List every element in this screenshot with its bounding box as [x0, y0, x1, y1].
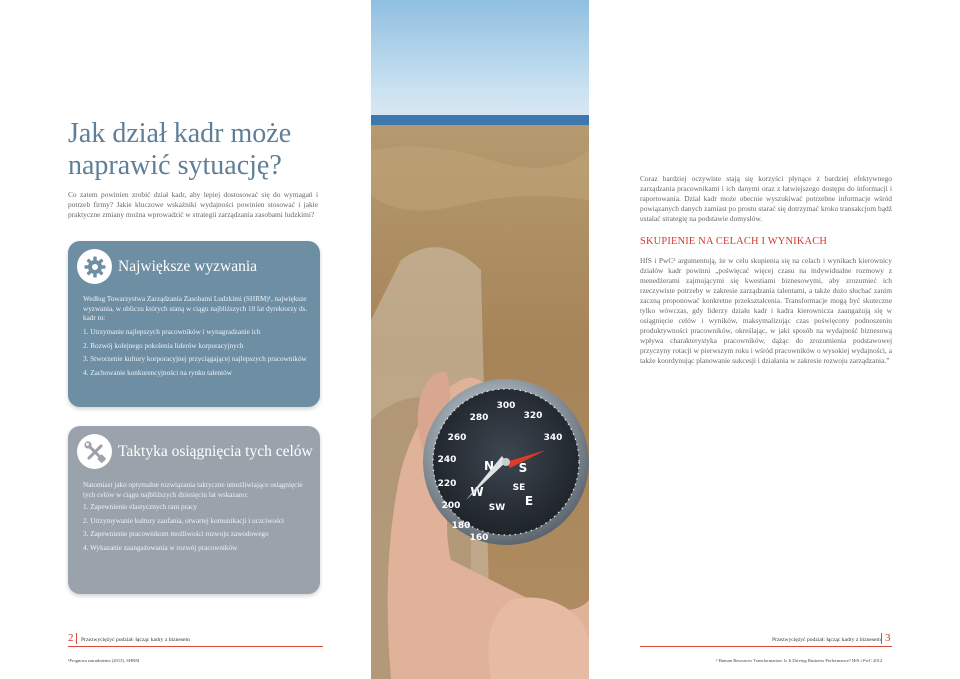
compass-label: S [518, 461, 528, 475]
list-item: 3. Stworzenie kultury korporacyjnej przyciągającej najlepszych pracowników [83, 355, 307, 364]
tactics-card [68, 426, 320, 594]
section-heading: SKUPIENIE NA CELACH I WYNIKACH [640, 236, 828, 247]
challenges-card [68, 241, 320, 407]
tools-icon [77, 434, 112, 469]
compass-label: 260 [447, 433, 467, 443]
compass-label: N [483, 459, 495, 473]
compass-label: 340 [543, 433, 563, 443]
list-item: 2. Utrzymywanie kultury zaufania, otwartej komunikacji i uczciwości [83, 516, 284, 525]
gear-icon [77, 249, 112, 284]
page-title [68, 118, 358, 182]
list-item: 4. Wykazanie zaangażowania w rozwój pracowników [83, 543, 238, 552]
page-number-right: 3 [885, 632, 891, 644]
compass-label: 300 [496, 401, 516, 411]
right-body-paragraph: HfS i PwC² argumentują, że w celu skupienia się na celach i wynikach kierownicy działów kadr powinni „poświęcać więcej czasu na indywidualne rozmowy z menedżerami zajmującymi się kwestiami biznesowymi, aby zrozumieć ich rzeczywiste potrzeby w zakresie zarządzania talentami, a także dużo słuchać zanim zaczną proponować konkretne przekształcenia. Transformacje mogą być skuteczne tylko wówczas, gdy liderzy działu kadr i kadra kierownicza zaangażują się w osiągnięcie celów i wyników, maksymalizując czas poświęcony podnoszeniu produktywności pracowników, określając, w jaki sposób na wydajność biznesową wpływa charakterystyka pracowników, dążąc do zrozumienia podstawowej przyczyny rotacji w pierwszym roku i wśród pracowników o wysokiej wydajności, a także koordynując planowanie sukcesji i działania w zakresie rozwoju zarządzania.” [640, 256, 892, 365]
compass-label: E [524, 494, 534, 508]
footnote-left: ¹Prognoza zatrudnienia (2013), SHRM [68, 658, 140, 663]
footer-rule-right [640, 646, 892, 647]
footer-divider-right [881, 633, 882, 644]
footer-divider-left [76, 633, 77, 644]
footer-text-right: Przezwyciężyć podział: łącząc kadry z biznesem [772, 637, 881, 643]
right-intro-paragraph: Coraz bardziej oczywiste stają się korzyści płynące z bardziej efektywnego zarządzania pracownikami i ich danymi oraz z łatwiejszego dostępu do informacji i raportowania. Dział kadr może obecnie wyszukiwać potrzebne informacje wśród powiązanych danych zamiast po prostu starać się dotrzymać kroku transakcjom bądź ustalać strategię na podstawie domysłów. [640, 174, 892, 223]
challenges-body: Według Towarzystwa Zarządzania Zasobami Ludzkimi (SHRM)¹, największe wyzwania, w obliczu których staną w ciągu najbliższych 10 lat dyrektorzy ds. kadr to: [83, 295, 308, 323]
tactics-title: Taktyka osiągnięcia tych celów [118, 443, 313, 460]
footnote-right: ² Human Resources Transformation: Is It Driving Business Performance? HfS i PwC 2012 [716, 658, 883, 663]
compass-label: 180 [451, 521, 471, 531]
compass-label: 280 [469, 413, 489, 423]
tactics-body: Natomiast jako optymalne rozwiązania taktyczne umożliwiające osiągnięcie tych celów w ciągu najbliższych dziesięciu lat wskazano: [83, 481, 303, 499]
compass-label: 160 [469, 533, 489, 543]
list-item: 2. Rozwój kolejnego pokolenia liderów korporacyjnych [83, 341, 244, 350]
compass-photo [371, 0, 589, 679]
tactics-list [83, 503, 308, 557]
intro-paragraph: Co zatem powinien zrobić dział kadr, aby lepiej dostosować się do wymagań i potrzeb firmy? Jakie kluczowe wskaźniki wydajności powinien stosować i jakie praktyczne zmiany można wprowadzić w strategii zarządzania zasobami ludzkimi? [68, 190, 318, 219]
list-item: 1. Zapewnienie elastycznych ram pracy [83, 503, 197, 511]
compass-label: W [470, 485, 484, 499]
title-line-1: Jak dział kadr może [68, 118, 292, 149]
compass-label: SW [488, 503, 506, 513]
compass-label: 320 [523, 411, 543, 421]
compass-label: 240 [437, 455, 457, 465]
compass-label: SE [512, 483, 526, 493]
compass-label: 200 [441, 501, 461, 511]
list-item: 4. Zachowanie konkurencyjności na rynku talentów [83, 368, 232, 377]
footer-text-left: Przezwyciężyć podział: łącząc kadry z biznesem [81, 637, 190, 643]
page-number-left: 2 [68, 632, 74, 644]
list-item: 3. Zapewnienie pracownikom możliwości rozwoju zawodowego [83, 530, 269, 539]
title-line-2: naprawić sytuację? [68, 150, 282, 181]
footer-rule-left [68, 646, 323, 647]
list-item: 1. Utrzymanie najlepszych pracowników i wynagradzanie ich [83, 328, 261, 336]
challenges-title: Największe wyzwania [118, 258, 258, 275]
challenges-list [83, 328, 308, 382]
compass-label: 220 [437, 479, 457, 489]
